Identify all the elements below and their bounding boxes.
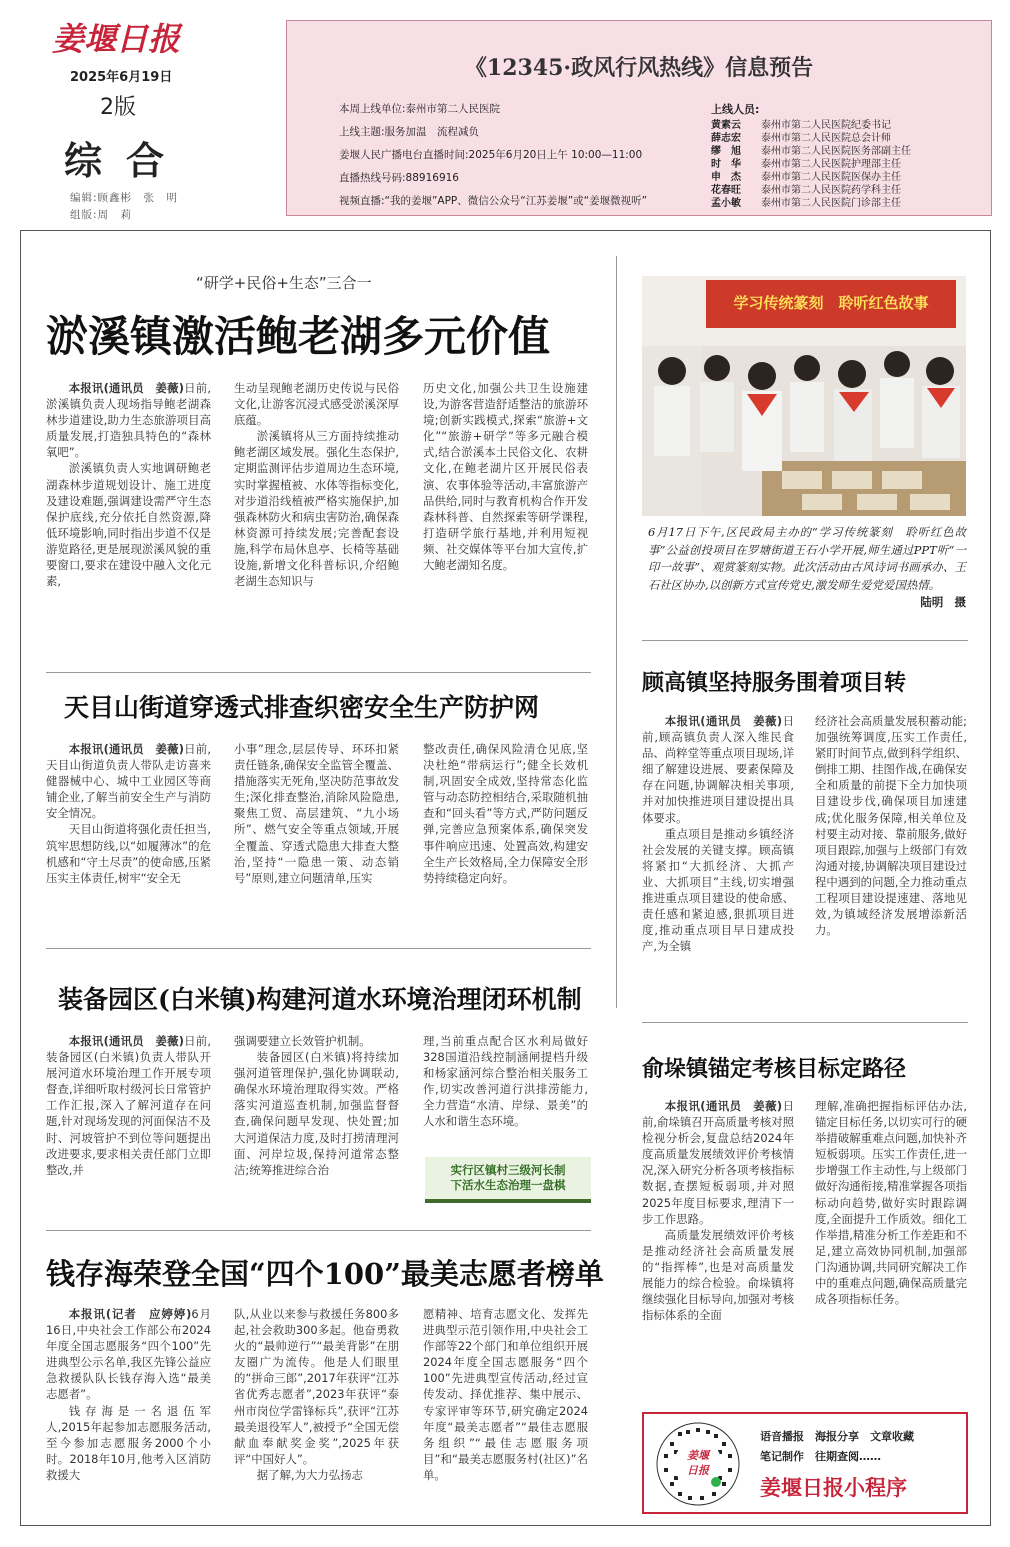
announcement-line: 上线主题:服务加温 流程减负 — [339, 126, 480, 138]
article-headline: 淤溪镇激活鲍老湖多元价值 — [46, 312, 551, 361]
article-column: 愿精神、培育志愿文化、发挥先进典型示范引领作用,中央社会工作部等22个部门和单位组织开展2024年度全国志愿服务“四个100”先进典型宣传活动,经过宣传发动、择优推荐、集中展示、专家评审等环节,研究确定2024年度“最美志愿者”“最佳志愿服务组织”“最佳志愿服务项目”和“最美志愿服务村(社区)”名单。 — [423, 1307, 588, 1482]
page-number: 2版 — [100, 95, 136, 120]
host-row: 申 杰 泰州市第二人民医院医保办主任 — [711, 172, 901, 183]
svg-text:日报: 日报 — [687, 1464, 709, 1477]
svg-text:姜堰: 姜堰 — [687, 1449, 709, 1462]
byline: 本报讯(通讯员 姜薇) — [68, 1034, 184, 1048]
byline: 本报讯(记者 应婷婷) — [68, 1307, 192, 1321]
issue-date: 2025年6月19日 — [70, 70, 173, 85]
section-divider — [46, 1230, 591, 1231]
photo-banner-text: 学习传统篆刻 聆听红色故事 — [733, 294, 929, 312]
section-divider — [46, 672, 591, 673]
promo-title: 姜堰日报小程序 — [760, 1475, 907, 1500]
hotline-announcement — [286, 20, 992, 216]
section-divider — [46, 948, 591, 949]
editor-line: 编辑:顾鑫彬 张 明 — [70, 192, 179, 204]
hosts-title: 上线人员: — [711, 103, 760, 116]
promo-features: 语音播报 海报分享 文章收藏 — [760, 1430, 914, 1443]
host-row: 时 华 泰州市第二人民医院护理部主任 — [711, 159, 901, 170]
article-headline: 钱存海荣登全国“四个100”最美志愿者榜单 — [46, 1257, 604, 1291]
article-headline: 天目山街道穿透式排查织密安全生产防护网 — [64, 693, 540, 722]
mini-program-promo[interactable] — [642, 1412, 968, 1514]
design-line: 组版:周 莉 — [70, 209, 133, 221]
announcement-line: 直播热线号码:88916916 — [339, 172, 459, 184]
article-column: 本报讯(通讯员 姜薇)日前,俞垛镇召开高质量考核对照检视分析会,复盘总结2024年度高质量发展绩效评价考核情况,深入研究分析各项考核指标数据,查摆短板弱项,并对照2025年度目标要求,理清下一步工作思路。 高质量发展绩效评价考核是推动经济社会高质量发展的“指挥棒”,也是对高质量发展能力的综合检验。俞垛镇将继续强化目标导向,加强对考核指标体系的全面 — [642, 1099, 794, 1323]
host-row: 缪 旭 泰州市第二人民医院医务部副主任 — [711, 146, 911, 157]
announcement-line: 姜堰人民广播电台直播时间:2025年6月20日上午 10:00—11:00 — [339, 149, 643, 161]
article-column: 强调要建立长效管护机制。 装备园区(白米镇)将持续加强河道管理保护,强化协调联动,确保水环境治理取得实效。严格落实河道巡查机制,加强监督督查,确保问题早发现、快处置;加大河道保洁力度,及时打捞清理河面、河岸垃圾,保持河道常态整洁;统筹推进综合治 — [234, 1034, 399, 1177]
photo-caption: 6月17日下午,区民政局主办的“学习传统篆刻 聆听红色故事”公益创投项目在罗塘街道王石小学开展,师生通过PPT听“一印一故事”、观赏篆刻实物。此次活动由古风诗词书画承办、王石社区协办,以创新方式宣传党史,激发师生爱党爱国热情。 陆明 摄 — [648, 524, 966, 612]
column-divider — [616, 256, 617, 1008]
promo-features: 笔记制作 往期查阅…… — [760, 1450, 881, 1463]
article-headline: 俞垛镇锚定考核目标定路径 — [642, 1056, 907, 1082]
article-headline: 装备园区(白米镇)构建河道水环境治理闭环机制 — [58, 985, 582, 1014]
host-row: 薛志宏 泰州市第二人民医院总会计师 — [711, 133, 891, 144]
byline: 本报讯(通讯员 姜薇) — [68, 381, 184, 395]
byline: 本报讯(通讯员 姜薇) — [664, 714, 783, 728]
article-column: 队,从业以来参与救援任务800多起,社会救助300多起。他奋勇救火的“最帅逆行”“最美背影”在朋友圈广为流传。他是人们眼里的“拼命三郎”,2017年获评“江苏省优秀志愿者”,2023年获评“泰州市岗位学雷锋标兵”,获评“江苏最美退役军人”,被授予“全国无偿献血奉献奖金奖”,2025年获评“中国好人”。 据了解,为大力弘扬志 — [234, 1307, 399, 1482]
river-chief-banner: 实行区镇村三级河长制 下活水生态治理一盘棋 — [425, 1157, 591, 1203]
article-column: 整改责任,确保风险清仓见底,坚决杜绝“带病运行”;健全长效机制,巩固安全成效,坚持常态化监管与动态防控相结合,采取随机抽查和“回头看”等方式,严防问题反弹,完善应急预案体系,确保突发事件响应迅速、处置高效,构建安全生产长效格局,全力保障安全形势持续稳定向好。 — [423, 742, 588, 885]
article-column: 经济社会高质量发展积蓄动能;加强统筹调度,压实工作责任,紧盯时间节点,做到科学组织、倒排工期、挂图作战,在确保安全和质量的前提下全力加快项目建设步伐,确保项目加速建成;优化服务保障,相关单位及村要主动对接、靠前服务,做好项目跟踪,加强与上级部门有效沟通对接,协调解决项目建设过程中遇到的问题,全力推动重点工程项目建设提速建、落地见效,为镇域经济发展增添新活力。 — [815, 714, 967, 938]
host-row: 孟小敏 泰州市第二人民医院门诊部主任 — [711, 198, 901, 209]
newspaper-logo — [50, 18, 190, 58]
article-column: 历史文化,加强公共卫生设施建设,为游客营造舒适整洁的旅游环境;创新实践模式,探索“旅游+文化”“旅游+研学”等多元融合模式,结合淤溪本土民俗文化、农耕文化,在鲍老湖片区开展民俗表演、农事体验等活动,丰富旅游产品供给,同时与教育机构合作开发森林科普、自然探索等研学课程,打造研学旅行基地,并利用短视频、社交媒体等平台加大宣传,扩大鲍老湖知名度。 — [423, 381, 588, 573]
byline: 本报讯(通讯员 姜薇) — [664, 1099, 783, 1113]
qr-code-icon[interactable] — [656, 1422, 740, 1506]
article-column: 本报讯(记者 应婷婷)6月16日,中央社会工作部公布2024年度全国志愿服务“四个100”先进典型公示名单,我区先锋公益应急救援队队长钱存海入选“最美志愿者”。 钱存海是一名退伍军人,2015年起参加志愿服务活动,至今参加志愿服务2000个小时。2018年10月,他考入区消防救援大 — [46, 1307, 211, 1482]
article-column: 理解,准确把握指标评估办法,锚定目标任务,以切实可行的硬举措破解重难点问题,加快补齐短板弱项。压实工作责任,进一步增强工作主动性,与上级部门做好沟通衔接,精准掌握各项指标动向趋势,做好实时跟踪调度,全面提升工作质效。细化工作举措,精准分析工作差距和不足,建立高效协同机制,加强部门沟通协调,共同研究解决工作中的重难点问题,确保高质量完成各项指标任务。 — [815, 1099, 967, 1307]
article-column: 理,当前重点配合区水利局做好328国道沿线控制涵闸提档升级和杨家涵河综合整治相关服务工作,切实改善河道行洪排涝能力,全力营造“水清、岸绿、景美”的人水和谐生态环境。 — [423, 1034, 588, 1129]
article-column: 小事”理念,层层传导、环环扣紧责任链条,确保安全监管全覆盖、措施落实无死角,坚决防范事故发生;深化排查整治,消除风险隐患,聚焦工贸、高层建筑、“九小场所”、燃气安全等重点领域,开展全覆盖、穿透式隐患大排查大整治,坚持“一隐患一策、动态销号”原则,建立问题清单,压实 — [234, 742, 399, 885]
section-divider — [642, 640, 968, 641]
event-photo — [642, 276, 966, 516]
host-row: 花春旺 泰州市第二人民医院药学科主任 — [711, 185, 901, 196]
section-title: 综合 — [64, 138, 189, 183]
article-headline: 顾高镇坚持服务围着项目转 — [642, 670, 907, 696]
photo-credit: 陆明 摄 — [920, 595, 966, 609]
logo-text: 姜堰日报 — [52, 20, 181, 58]
section-divider — [642, 1022, 968, 1023]
host-row: 黄素云 泰州市第二人民医院纪委书记 — [711, 120, 891, 131]
article-kicker: “研学+民俗+生态”三合一 — [196, 274, 372, 292]
announcement-title: 《12345·政风行风热线》信息预告 — [464, 55, 814, 81]
announcement-line: 视频直播:“我的姜堰”APP、微信公众号“江苏姜堰”或“姜堰微视听” — [339, 195, 648, 207]
article-column: 本报讯(通讯员 姜薇)日前,淤溪镇负责人现场指导鲍老湖森林步道建设,助力生态旅游项目高质量发展,打造独具特色的“森林氧吧”。 淤溪镇负责人实地调研鲍老湖森林步道规划设计、施工进度及建设难题,强调建设需严守生态保护底线,充分依托自然资源,降低环境影响,同时指出步道不仅是游览路径,更是展现淤溪风貌的重要窗口,要求在建设中融入文化元素, — [46, 381, 211, 589]
article-column: 本报讯(通讯员 姜薇)日前,顾高镇负责人深入维民食品、尚粹堂等重点项目现场,详细了解建设进展、要素保障及存在问题,协调解决相关事项,并对加快推进项目建设提出具体要求。 重点项目是推动乡镇经济社会发展的关键支撑。顾高镇将紧扣“大抓经济、大抓产业、大抓项目”主线,切实增强推进重点项目建设的使命感、责任感和紧迫感,狠抓项目进度,推动重点项目早日建成投产,为全镇 — [642, 714, 794, 954]
byline: 本报讯(通讯员 姜薇) — [68, 742, 184, 756]
announcement-line: 本周上线单位:泰州市第二人民医院 — [339, 103, 501, 115]
article-column: 本报讯(通讯员 姜薇)日前,装备园区(白米镇)负责人带队开展河道水环境治理工作开展专项督查,详细听取村级河长日常管护工作汇报,深入了解河道存在问题,针对现场发现的河面保洁不及时、河坡管护不到位等问题提出改进要求,要求相关责任部门立即整改,并 — [46, 1034, 211, 1177]
article-column: 本报讯(通讯员 姜薇)日前,天目山街道负责人带队走访喜来健器械中心、城中工业园区等商铺企业,了解当前安全生产与消防安全情况。 天目山街道将强化责任担当,筑牢思想防线,以“如履薄冰”的危机感和“守土尽责”的使命感,压紧压实主体责任,树牢“安全无 — [46, 742, 211, 885]
article-column: 生动呈现鲍老湖历史传说与民俗文化,让游客沉浸式感受淤溪深厚底蕴。 淤溪镇将从三方面持续推动鲍老湖区域发展。强化生态保护,定期监测评估步道周边生态环境,实时掌握植被、水体等指标变化,对步道沿线植被严格实施保护,加强森林防火和病虫害防治,确保森林资源可持续发展;完善配套设施,科学布局休息亭、长椅等基础设施,新增文化科普标识,介绍鲍老湖生态知识与 — [234, 381, 399, 589]
